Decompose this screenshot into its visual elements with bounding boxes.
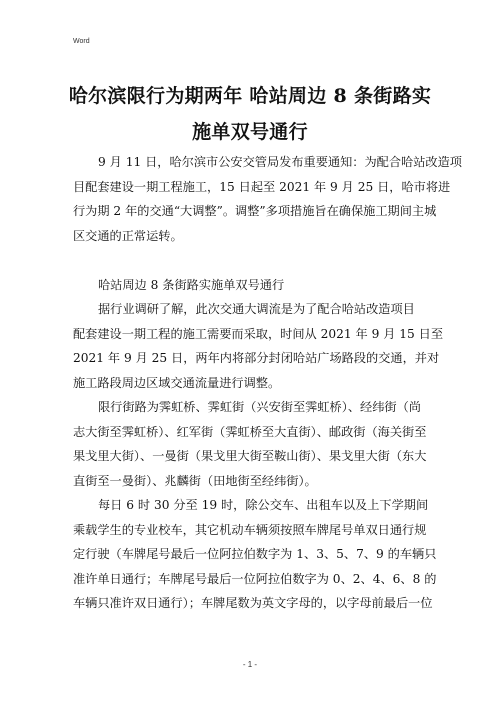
text-line: 目配套建设一期工程施工，15 日起至 2021 年 9 月 25 日，哈市将进 — [73, 179, 451, 194]
text-line: 限行街路为霁虹桥、霁虹街（兴安街至霁虹桥）、经纬街（尚 — [98, 400, 421, 414]
paragraph-3 — [73, 395, 433, 493]
page-number: - 1 - — [242, 660, 258, 669]
document-title — [60, 78, 440, 150]
title-line-1: 哈尔滨限行为期两年 哈站周边 8 条街路实 — [68, 85, 432, 107]
text-line: 区交通的正常运转。 — [73, 228, 183, 243]
paragraph-gap — [73, 248, 433, 273]
text-line: 9 月 11 日，哈尔滨市公安交管局发布重要通知：为配合哈站改造项 — [98, 155, 462, 169]
text-line: 施工路段周边区域交通流量进行调整。 — [73, 375, 281, 390]
text-line: 行为期 2 年的交通“大调整”。调整”多项措施旨在确保施工期间主城 — [73, 204, 437, 218]
text-line: 志大街至霁虹桥）、红军街（霁虹桥至大直街）、邮政街（海关街至 — [73, 424, 427, 439]
text-line: 配套建设一期工程的施工需要而采取，时间从 2021 年 9 月 15 日至 — [73, 326, 444, 341]
text-line: 乘载学生的专业校车，其它机动车辆须按照车牌尾号单双日通行规 — [73, 522, 427, 537]
paragraph-1 — [73, 150, 462, 248]
section-heading — [73, 273, 433, 298]
text-line: 定行驶（车牌尾号最后一位阿拉伯数字为 1、3、5、7、9 的车辆只 — [73, 547, 437, 561]
paragraph-2 — [73, 297, 444, 395]
document-body — [73, 150, 462, 616]
text-line: 车辆只准许双日通行）；车牌尾数为英文字母的，以字母前最后一位 — [73, 596, 433, 610]
section-heading-text: 哈站周边 8 条街路实施单双号通行 — [98, 277, 285, 292]
text-line: 据行业调研了解，此次交通大调流是为了配合哈站改造项目 — [98, 302, 415, 316]
text-line: 直街至一曼街）、兆麟街（田地街至经纬街）。 — [73, 473, 317, 488]
text-line: 2021 年 9 月 25 日，两年内将部分封闭哈站广场路段的交通，并对 — [73, 351, 440, 365]
text-line: 准许单日通行；车牌尾号最后一位阿拉伯数字为 0、2、4、6、8 的 — [73, 571, 437, 586]
text-line: 每日 6 时 30 分至 19 时，除公交车、出租车以及上下学期间 — [98, 498, 429, 512]
text-line: 果戈里大街）、一曼街（果戈里大街至鞍山街）、果戈里大街（东大 — [73, 449, 427, 463]
header-label: Word — [73, 38, 90, 45]
title-line-2: 施单双号通行 — [192, 121, 308, 143]
paragraph-4 — [73, 493, 437, 616]
